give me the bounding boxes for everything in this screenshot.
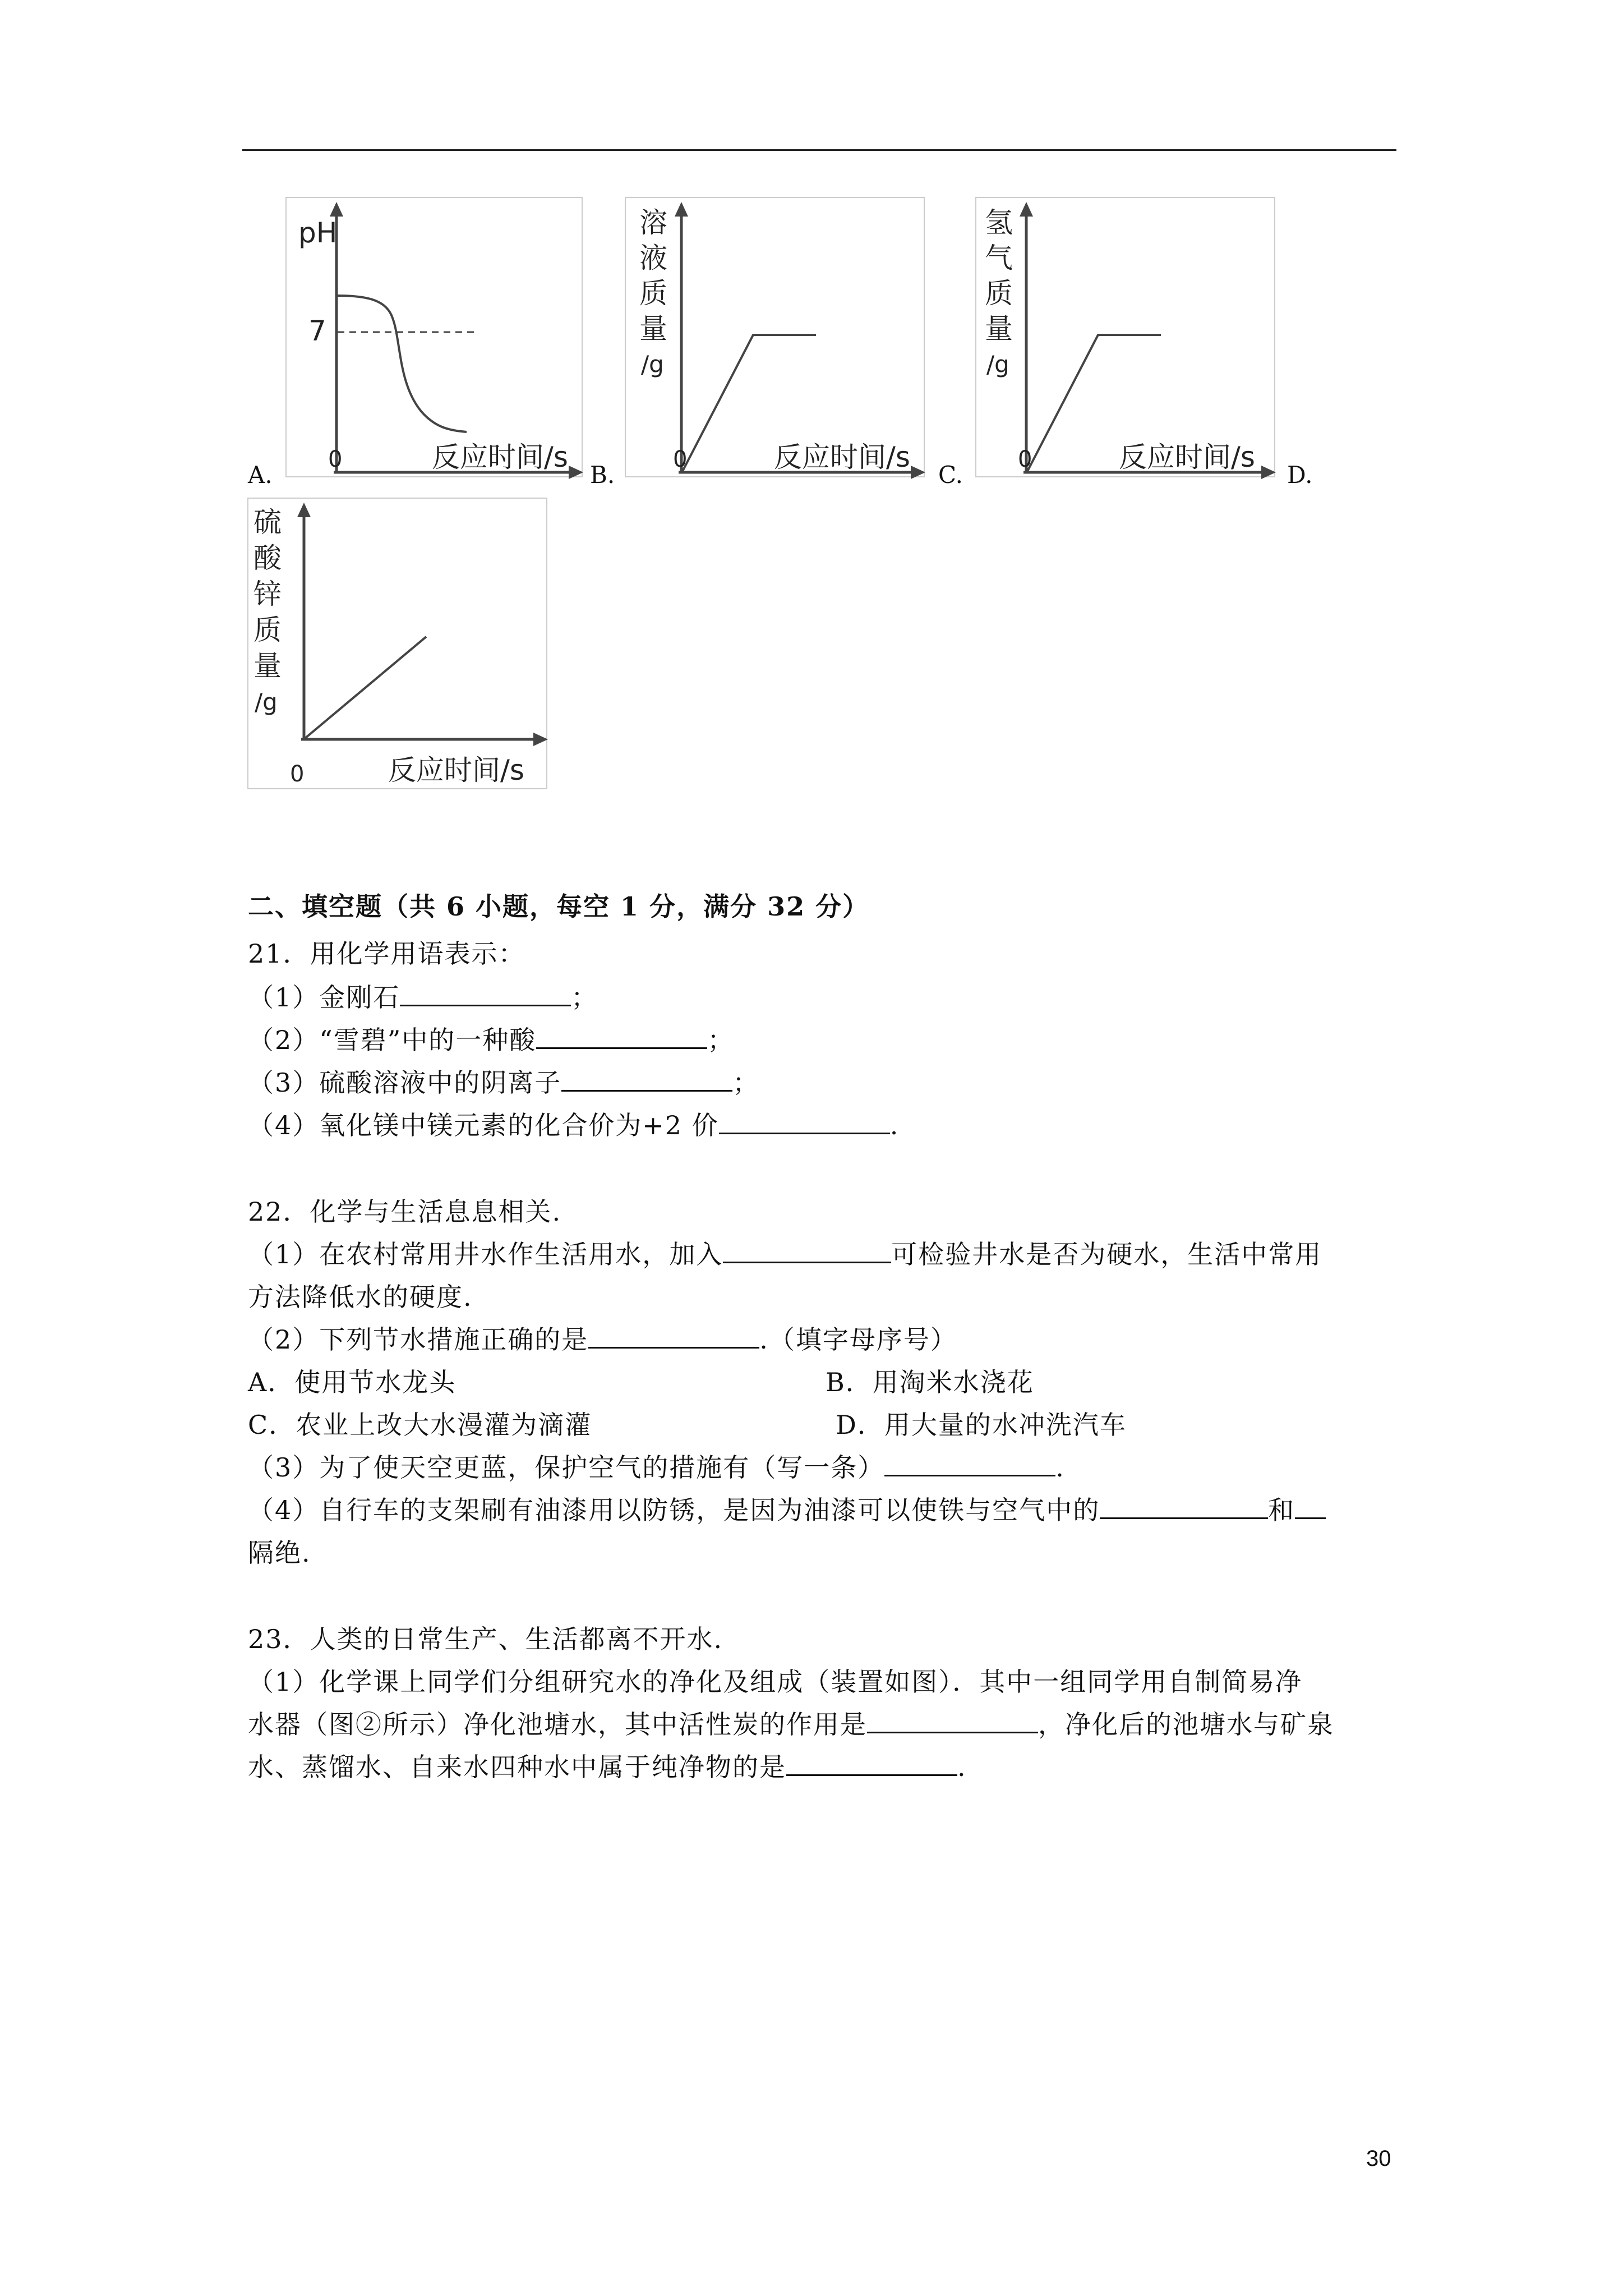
chart-d-ylabel-2: 酸 (253, 542, 282, 574)
chart-b-ylabel-unit: /g (641, 351, 664, 378)
answer-blank[interactable] (561, 1068, 732, 1092)
q21-item-3 (248, 1062, 759, 1099)
q21-item-4-end: . (889, 1110, 900, 1140)
chart-d-svg (248, 498, 548, 790)
q23-l3 (248, 1747, 967, 1784)
chart-a-origin: 0 (328, 447, 343, 472)
q21-item-4-text: （4）氧化镁中镁元素的化合价为+2 价 (248, 1110, 719, 1140)
chart-d (248, 498, 548, 790)
chart-c-svg (976, 197, 1276, 478)
q23-l3-text: 水、蒸馏水、自来水四种水中属于纯净物的是 (248, 1752, 786, 1782)
chart-c-frame (976, 197, 1275, 477)
option-a-label: A. (248, 461, 273, 489)
q22-p1 (248, 1234, 1322, 1271)
q22-p3 (248, 1447, 1065, 1484)
chart-b-origin: 0 (673, 447, 688, 472)
option-d-label: D. (1287, 461, 1313, 489)
chart-d-origin: 0 (290, 761, 305, 787)
chart-c-ylabel-4: 量 (985, 312, 1013, 345)
header-rule (242, 149, 1396, 151)
q21-item-1 (248, 977, 598, 1014)
q22-option-c: C．农业上改大水漫灌为滴灌 (248, 1410, 592, 1440)
q22-p2-text: （2）下列节水措施正确的是 (248, 1324, 589, 1355)
answer-blank[interactable] (719, 1110, 890, 1134)
chart-d-x-arrow (533, 733, 548, 746)
chart-d-ylabel-4: 质 (253, 614, 282, 646)
chart-c (976, 197, 1276, 478)
q22-p1-cont: 方法降低水的硬度. (248, 1282, 473, 1312)
chart-c-xlabel: 反应时间/s (1119, 441, 1255, 473)
chart-c-origin: 0 (1018, 447, 1032, 472)
q22-option-a: A．使用节水龙头 (248, 1367, 457, 1397)
q22-p4-text: （4）自行车的支架刷有油漆用以防锈，是因为油漆可以使铁与空气中的 (248, 1495, 1100, 1525)
q22-p2 (248, 1319, 957, 1356)
chart-d-xlabel: 反应时间/s (388, 754, 524, 786)
chart-b-ylabel-2: 液 (639, 242, 667, 274)
q23-l3-tail: . (957, 1752, 967, 1782)
chart-b-svg (625, 197, 925, 478)
chart-d-ylabel-5: 量 (253, 650, 282, 682)
q22-option-b: B．用淘米水浇花 (826, 1367, 1034, 1397)
q23-l2-tail: ，净化后的池塘水与矿泉 (1038, 1709, 1334, 1740)
q21-item-1-text: （1）金刚石 (248, 982, 400, 1013)
q23-stem: 23．人类的日常生产、生活都离不开水. (248, 1624, 723, 1654)
chart-b-frame (625, 197, 924, 477)
chart-a-curve (338, 296, 467, 432)
chart-d-frame (248, 498, 547, 789)
answer-blank[interactable] (1295, 1495, 1326, 1519)
q21-item-2-end: ； (707, 1025, 735, 1055)
option-c-label: C. (938, 461, 963, 489)
q21-item-3-end: ； (732, 1068, 760, 1098)
q22-stem: 22．化学与生活息息相关. (248, 1197, 562, 1227)
chart-b-ylabel-1: 溶 (639, 206, 667, 239)
answer-blank[interactable] (723, 1239, 891, 1263)
chart-a-xlabel: 反应时间/s (432, 441, 568, 473)
answer-blank[interactable] (400, 982, 571, 1006)
chart-a-ref-label: 7 (308, 315, 326, 347)
q21-item-4 (248, 1105, 899, 1142)
chart-a-ylabel: pH (298, 217, 338, 249)
chart-c-ylabel-3: 质 (985, 277, 1013, 310)
answer-blank[interactable] (786, 1752, 957, 1776)
chart-a-svg (286, 197, 583, 478)
q22-p3-text: （3）为了使天空更蓝，保护空气的措施有（写一条） (248, 1452, 885, 1483)
page-number: 30 (1366, 2146, 1391, 2171)
q21-item-1-end: ； (571, 982, 598, 1013)
q23-l2-text: 水器（图②所示）净化池塘水，其中活性炭的作用是 (248, 1709, 867, 1740)
chart-b-y-arrow (675, 202, 688, 217)
q22-p2-tail: .（填字母序号） (759, 1324, 957, 1355)
q22-option-d: D．用大量的水冲洗汽车 (836, 1410, 1127, 1440)
chart-c-ylabel-unit: /g (986, 351, 1009, 378)
answer-blank[interactable] (588, 1324, 759, 1349)
answer-blank[interactable] (867, 1709, 1038, 1733)
option-b-label: B. (590, 461, 615, 489)
chart-b-xlabel: 反应时间/s (774, 441, 910, 473)
q21-stem: 21．用化学用语表示： (248, 938, 525, 969)
q22-p4-mid: 和 (1268, 1495, 1295, 1525)
chart-b (625, 197, 925, 478)
q23-l1: （1）化学课上同学们分组研究水的净化及组成（装置如图）．其中一组同学用自制简易净 (248, 1667, 1303, 1697)
chart-b-ylabel-4: 量 (639, 312, 667, 345)
q22-p1-text: （1）在农村常用井水作生活用水，加入 (248, 1239, 723, 1269)
chart-d-ylabel-unit: /g (255, 688, 278, 716)
chart-d-ylabel-3: 锌 (253, 578, 282, 610)
q21-item-2-text: （2）“雪碧”中的一种酸 (248, 1025, 537, 1055)
q21-item-2 (248, 1020, 734, 1057)
answer-blank[interactable] (536, 1025, 707, 1049)
chart-a-y-arrow (330, 202, 343, 217)
chart-d-ylabel-1: 硫 (253, 506, 282, 539)
q22-p4 (248, 1490, 1326, 1527)
q22-p1-tail: 可检验井水是否为硬水，生活中常用 (891, 1239, 1322, 1269)
section-title: 二、填空题（共 6 小题，每空 1 分，满分 32 分） (248, 891, 870, 922)
chart-c-ylabel-1: 氢 (985, 206, 1013, 239)
chart-a (286, 197, 583, 478)
chart-c-y-arrow (1020, 202, 1033, 217)
chart-d-line (305, 637, 426, 738)
answer-blank[interactable] (1100, 1495, 1268, 1519)
q22-p3-tail: . (1055, 1452, 1065, 1483)
q23-l2 (248, 1704, 1334, 1741)
chart-d-y-arrow (297, 503, 311, 517)
q22-p4-cont: 隔绝. (248, 1538, 311, 1568)
chart-b-ylabel-3: 质 (639, 277, 667, 310)
chart-c-ylabel-2: 气 (985, 242, 1013, 274)
answer-blank[interactable] (884, 1452, 1055, 1476)
q21-item-3-text: （3）硫酸溶液中的阴离子 (248, 1068, 562, 1098)
